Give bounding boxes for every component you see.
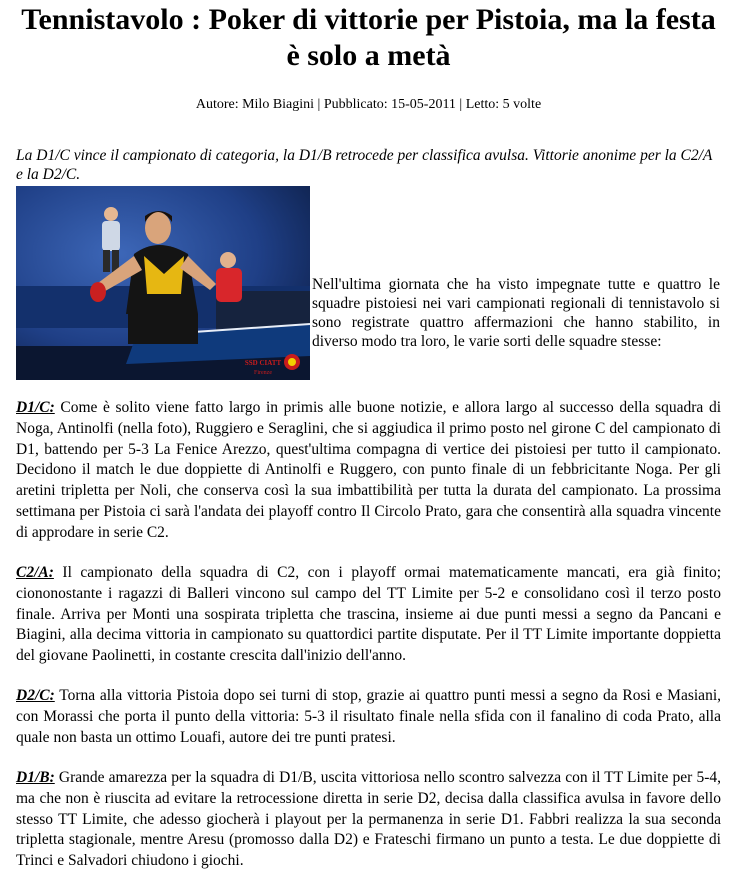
photo-watermark-line2: Firenze xyxy=(254,370,272,376)
section-text: Come è solito viene fatto largo in primis alle buone notizie, e allora largo al successo della squadra di Noga, Antinolfi (nella foto), Ruggiero e Seraglini, che si aggiudica il primo posto nel girone C del campionato di D1, battendo per 5-3 La Fenice Arezzo, quest'ultima compagna di vertice dei pistoiesi per tutto il campionato. Decidono il match le due doppiette di Antinolfi e Ruggero, con punto finale di un febbricitante Noga. Per gli aretini tripletta per Noli, che conserva così la sua imbattibilità per tutta la durata del campionato. La prossima settimana per Pistoia ci sarà l'andata dei playoff contro Il Circolo Prato, gara che consentirà alla squadra vincente di approdare in serie C2. xyxy=(16,399,721,541)
article-meta: Autore: Milo Biagini | Pubblicato: 15-05-2011 | Letto: 5 volte xyxy=(195,97,542,112)
section-d1c xyxy=(16,398,721,544)
article-lead: Nell'ultima giornata che ha visto impegnate tutte e quattro le squadre pistoiesi nei vari campionati regionali di tennistavolo si sono registrate quattro affermazioni che hanno stabilito, in diverso modo tra loro, le varie sorti delle squadre stesse: xyxy=(312,276,720,350)
section-label: C2/A: xyxy=(16,564,54,581)
section-label: D1/B: xyxy=(16,769,55,786)
article-intro: La D1/C vince il campionato di categoria, la D1/B retrocede per classifica avulsa. Vittorie anonime per la C2/A e la D2/C. xyxy=(16,147,713,183)
section-label: D2/C: xyxy=(16,687,55,704)
section-d2c xyxy=(16,686,721,748)
section-text: Il campionato della squadra di C2, con i playoff ormai matematicamente mancati, era già finito; ciononostante i ragazzi di Balleri vincono sul campo del TT Limite per 5-2 e consolidano così il terzo posto finale. Arriva per Monti una sospirata tripletta che trascina, insieme ai due punti messi a segno da Pancani e Biagini, alla decima vittoria in campionato su quattordici partite disputate. Per il TT Limite importante doppietta del giovane Paolinetti, in costante crescita dall'inizio dell'anno. xyxy=(16,564,721,665)
article-photo xyxy=(16,186,310,380)
section-d1b xyxy=(16,768,721,872)
section-c2a xyxy=(16,563,721,667)
section-text: Grande amarezza per la squadra di D1/B, uscita vittoriosa nello scontro salvezza con il TT Limite per 5-4, ma che non è riuscita ad evitare la retrocessione diretta in serie D2, decisa dalla classifica avulsa in favore dello stesso TT Limite, che adesso giocherà i playout per la permanenza in serie D1. Fabbri realizza la sua seconda tripletta stagionale, mentre Aresu (promosso dalla D2) e Frateschi firmano un punto a testa. Le due doppiette di Trinci e Salvadori chiudono i giochi. xyxy=(16,769,721,870)
table-tennis-player-image xyxy=(16,186,310,380)
article-title: Tennistavolo : Poker di vittorie per Pistoia, ma la festa è solo a metà xyxy=(21,3,716,72)
section-label: D1/C: xyxy=(16,399,55,416)
photo-watermark-line1: SSD CIATT xyxy=(244,359,282,367)
section-text: Torna alla vittoria Pistoia dopo sei turni di stop, grazie ai quattro punti messi a segno da Rosi e Masiani, con Morassi che porta il punto della vittoria: 5-3 il risultato finale nella sfida con il fanalino di coda Prato, alla quale non basta un ottimo Louafi, autore dei tre punti pratesi. xyxy=(16,687,721,746)
